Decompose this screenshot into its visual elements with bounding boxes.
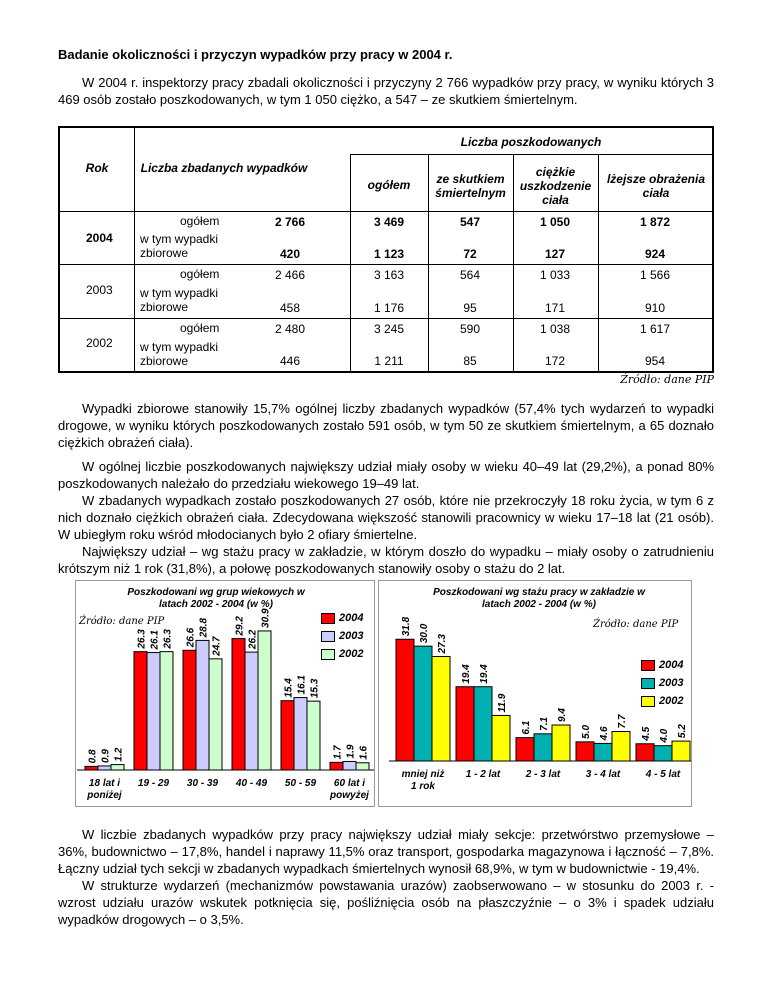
chart1-legend-2003: 2003 — [321, 630, 363, 642]
cell-2003z-lzejsze: 910 — [644, 301, 666, 315]
row-label-zbiorowe: w tym wypadki zbiorowe — [140, 340, 219, 368]
bar-2004-2 — [183, 650, 196, 770]
data-label: 7.1 — [539, 716, 550, 731]
cell-2002z-smiertelne: 85 — [463, 354, 477, 368]
category-label: 1 rok — [411, 781, 435, 792]
page-heading: Badanie okoliczności i przyczyn wypadków przy pracy w 2004 r. — [58, 47, 453, 62]
category-label: 2 - 3 lat — [525, 769, 561, 780]
bar-2003-1 — [474, 687, 492, 761]
chart1-legend-2002: 2002 — [321, 648, 363, 660]
year-2002: 2002 — [86, 336, 113, 350]
cell-2002-wypadki: 2 480 — [274, 322, 306, 336]
data-label: 28.8 — [198, 617, 210, 638]
data-label: 0.9 — [100, 749, 112, 763]
chart1-plot — [76, 581, 374, 806]
data-label: 1.2 — [113, 747, 125, 762]
chart-age-groups — [75, 580, 375, 807]
chart1-title: Poszkodowani wg grup wiekowych w latach 2002 - 2004 (w %) — [127, 587, 305, 610]
bar-2003-2 — [196, 640, 209, 770]
bar-2004-4 — [281, 701, 294, 770]
bar-2002-4 — [307, 701, 320, 770]
category-label: 30 - 39 — [186, 778, 219, 789]
bar-2004-1 — [456, 687, 474, 761]
data-label: 15.3 — [309, 678, 321, 699]
data-label: 30.9 — [260, 608, 272, 628]
chart1-legend-2004: 2004 — [321, 612, 363, 624]
bar-2004-3 — [576, 742, 594, 761]
cell-2004z-ogolem: 1 123 — [373, 247, 405, 261]
cell-2004-ciezkie: 1 050 — [539, 215, 571, 229]
header-ogolem: ogółem — [367, 178, 411, 192]
bar-2004-3 — [232, 639, 245, 770]
row-label-zbiorowe: w tym wypadki zbiorowe — [140, 232, 219, 260]
bar-2003-4 — [294, 698, 307, 770]
data-label: 4.5 — [641, 726, 652, 741]
paragraph-3: W ogólnej liczbie poszkodowanych największy udział miały osoby w wieku 40–49 lat (29,2%), a ponad 80% poszkodowanych należało do przedziału wiekowego 19–49 lat. W zbadanych wypadkach zostało poszkodowanych 27 osób, które nie przekroczyły 18 roku życia, w tym 6 z nich doznało ciężkich obrażeń ciała. Zdecydowana większość stanowili pracownicy w wieku 17–18 lat (21 osób). W ubiegłym roku wśród młodocianych było 2 ofiary śmiertelne. Największy udział – wg stażu pracy w zakładzie, w którym doszło do wypadku – miały osoby o zatrudnieniu krótszym niż 1 rok (31,8%), a połowę poszkodowanych stanowiły osoby o stażu do 2 lat. — [58, 459, 714, 576]
cell-2003z-ogolem: 1 176 — [373, 301, 405, 315]
category-label: powyżej — [330, 790, 369, 801]
data-label: 1.6 — [358, 745, 370, 760]
bar-2002-3 — [612, 732, 630, 761]
data-label: 27.3 — [437, 634, 448, 654]
category-label: 3 - 4 lat — [585, 769, 621, 780]
paragraph-4: W liczbie zbadanych wypadków przy pracy największy udział miały sekcje: przetwórstwo przemysłowe – 36%, budownictwo – 17,8%, handel i naprawy 11,5% oraz transport, gospodarka magazynowa i łączność – 7,8%. Łączny udział tych sekcji w zbadanych wypadkach śmiertelnych wynosił 68,9%, w tym w budownictwie - 19,4%. W strukturze wydarzeń (mechanizmów powstawania urazów) zaobserwowano – w stosunku do 2003 r. - wzrost udziału urazów wskutek potknięcia się, pośliźnięcia osób na płaszczyźnie – o 3% i spadek udziału wypadków drogowych – o 3,5%. — [58, 827, 714, 927]
data-label: 11.9 — [497, 693, 508, 713]
chart2-plot — [379, 581, 691, 806]
chart2-legend-2004: 2004 — [641, 659, 683, 671]
bar-2004-1 — [134, 652, 147, 770]
data-label: 4.6 — [599, 726, 610, 741]
bar-2002-0 — [111, 765, 124, 770]
chart2-legend-2003: 2003 — [641, 677, 683, 689]
data-label: 26.3 — [136, 629, 148, 649]
data-label: 9.4 — [557, 708, 568, 723]
cell-2002-lzejsze: 1 617 — [639, 322, 671, 336]
data-label: 29.2 — [234, 616, 246, 636]
row-label-ogolem: ogółem — [180, 267, 220, 281]
chart2-source: Źródło: dane PIP — [593, 619, 679, 630]
year-2003: 2003 — [86, 283, 113, 297]
bar-2002-2 — [552, 725, 570, 761]
data-label: 6.1 — [521, 720, 532, 735]
bar-2003-3 — [245, 652, 258, 770]
data-label: 0.8 — [87, 749, 99, 764]
cell-2003z-smiertelne: 95 — [463, 301, 477, 315]
cell-2003-wypadki: 2 466 — [274, 268, 306, 282]
data-label: 5.2 — [677, 724, 688, 739]
cell-2004z-ciezkie: 127 — [544, 247, 566, 261]
cell-2002z-ogolem: 1 211 — [374, 354, 404, 368]
bar-2004-0 — [396, 639, 414, 761]
cell-2004z-wypadki: 420 — [279, 247, 301, 261]
cell-2003-ciezkie: 1 033 — [539, 268, 571, 282]
cell-2002z-wypadki: 446 — [279, 354, 301, 368]
cell-2003-smiertelne: 564 — [459, 268, 481, 282]
year-2004: 2004 — [86, 231, 113, 245]
bar-2002-2 — [209, 659, 222, 770]
chart2-legend-2002: 2002 — [641, 695, 683, 707]
data-label: 15.4 — [283, 678, 295, 698]
data-label: 26.1 — [149, 630, 161, 650]
bar-2002-0 — [432, 656, 450, 761]
data-label: 5.0 — [581, 724, 592, 739]
cell-2004-lzejsze: 1 872 — [639, 215, 671, 229]
bar-2002-1 — [160, 652, 173, 770]
bar-2002-1 — [492, 715, 510, 761]
casualty-table — [58, 126, 714, 373]
data-label: 19.4 — [479, 664, 490, 684]
header-smiertelne: ze skutkiem śmiertelnym — [435, 172, 506, 200]
intro-paragraph: W 2004 r. inspektorzy pracy zbadali okoliczności i przyczyny 2 766 wypadków przy pracy, w wyniku których 3 469 osób zostało poszkodowanych, w tym 1 050 ciężko, a 547 – ze skutkiem śmiertelnym. — [58, 75, 714, 107]
bar-2002-4 — [672, 741, 690, 761]
category-label: 1 - 2 lat — [465, 769, 501, 780]
data-label: 26.2 — [247, 629, 259, 650]
bar-2003-0 — [414, 646, 432, 761]
header-lzejsze: lżejsze obrażenia ciała — [606, 172, 706, 200]
cell-2004z-smiertelne: 72 — [463, 247, 477, 261]
header-wypadki: Liczba zbadanych wypadków — [140, 161, 308, 175]
data-label: 16.1 — [296, 675, 308, 695]
bar-2003-5 — [343, 761, 356, 770]
data-label: 26.3 — [162, 629, 174, 649]
header-liczba-poszkodowanych: Liczba poszkodowanych — [460, 135, 602, 149]
data-label: 24.7 — [211, 636, 223, 656]
cell-2003-ogolem: 3 163 — [373, 268, 405, 282]
chart1-source: Źródło: dane PIP — [79, 616, 165, 627]
data-label: 4.0 — [659, 728, 670, 743]
header-ciezkie: ciężkie uszkodzenie ciała — [519, 165, 592, 207]
row-label-ogolem: ogółem — [180, 214, 220, 228]
row-label-zbiorowe: w tym wypadki zbiorowe — [140, 286, 219, 314]
category-label: 4 - 5 lat — [645, 769, 681, 780]
cell-2002-smiertelne: 590 — [459, 322, 481, 336]
category-label: 18 lat i — [88, 778, 121, 789]
header-rok: Rok — [85, 161, 109, 175]
category-label: 50 - 59 — [284, 778, 317, 789]
data-label: 1.9 — [345, 744, 357, 759]
category-label: 19 - 29 — [137, 778, 170, 789]
category-label: poniżej — [87, 790, 122, 801]
data-label: 19.4 — [461, 664, 472, 684]
cell-2002z-ciezkie: 172 — [544, 354, 566, 368]
cell-2003z-wypadki: 458 — [279, 301, 301, 315]
cell-2003z-ciezkie: 171 — [544, 301, 566, 315]
cell-2004-smiertelne: 547 — [459, 215, 481, 229]
bar-2004-4 — [636, 744, 654, 761]
bar-2003-4 — [654, 746, 672, 761]
bar-2002-3 — [258, 631, 271, 770]
data-label: 30.0 — [419, 623, 430, 644]
cell-2004z-lzejsze: 924 — [644, 247, 666, 261]
category-label: 60 lat i — [333, 778, 366, 789]
bar-2003-0 — [98, 766, 111, 770]
cell-2004-ogolem: 3 469 — [373, 215, 405, 229]
cell-2003-lzejsze: 1 566 — [639, 268, 671, 282]
cell-2004-wypadki: 2 766 — [274, 215, 306, 229]
paragraph-2: Wypadki zbiorowe stanowiły 15,7% ogólnej liczby zbadanych wypadków (57,4% tych wydarzeń to wypadki drogowe, w wyniku których poszkodowanych zostało 591 osób, w tym 50 ze skutkiem śmiertelnym, a 65 doznało ciężkich obrażeń ciała). — [58, 401, 714, 450]
category-label: mniej niż — [401, 769, 445, 780]
chart2-title: Poszkodowani wg stażu pracy w zakładzie w latach 2002 - 2004 (w %) — [433, 587, 645, 610]
data-label: 26.6 — [185, 627, 197, 648]
category-label: 40 - 49 — [235, 778, 268, 789]
bar-2003-3 — [594, 743, 612, 761]
bar-2004-2 — [516, 738, 534, 761]
chart-seniority — [378, 580, 692, 807]
bar-2003-1 — [147, 653, 160, 770]
cell-2002z-lzejsze: 954 — [644, 354, 666, 368]
bar-2003-2 — [534, 734, 552, 761]
data-label: 31.8 — [401, 616, 412, 637]
bar-2002-5 — [356, 763, 369, 770]
bar-2004-0 — [85, 766, 98, 770]
data-label: 7.7 — [617, 714, 628, 729]
bar-2004-5 — [330, 762, 343, 770]
cell-2002-ciezkie: 1 038 — [539, 322, 571, 336]
data-label: 1.7 — [332, 745, 344, 760]
row-label-ogolem: ogółem — [180, 321, 220, 335]
table-source: Źródło: dane PIP — [620, 373, 714, 386]
cell-2002-ogolem: 3 245 — [373, 322, 405, 336]
